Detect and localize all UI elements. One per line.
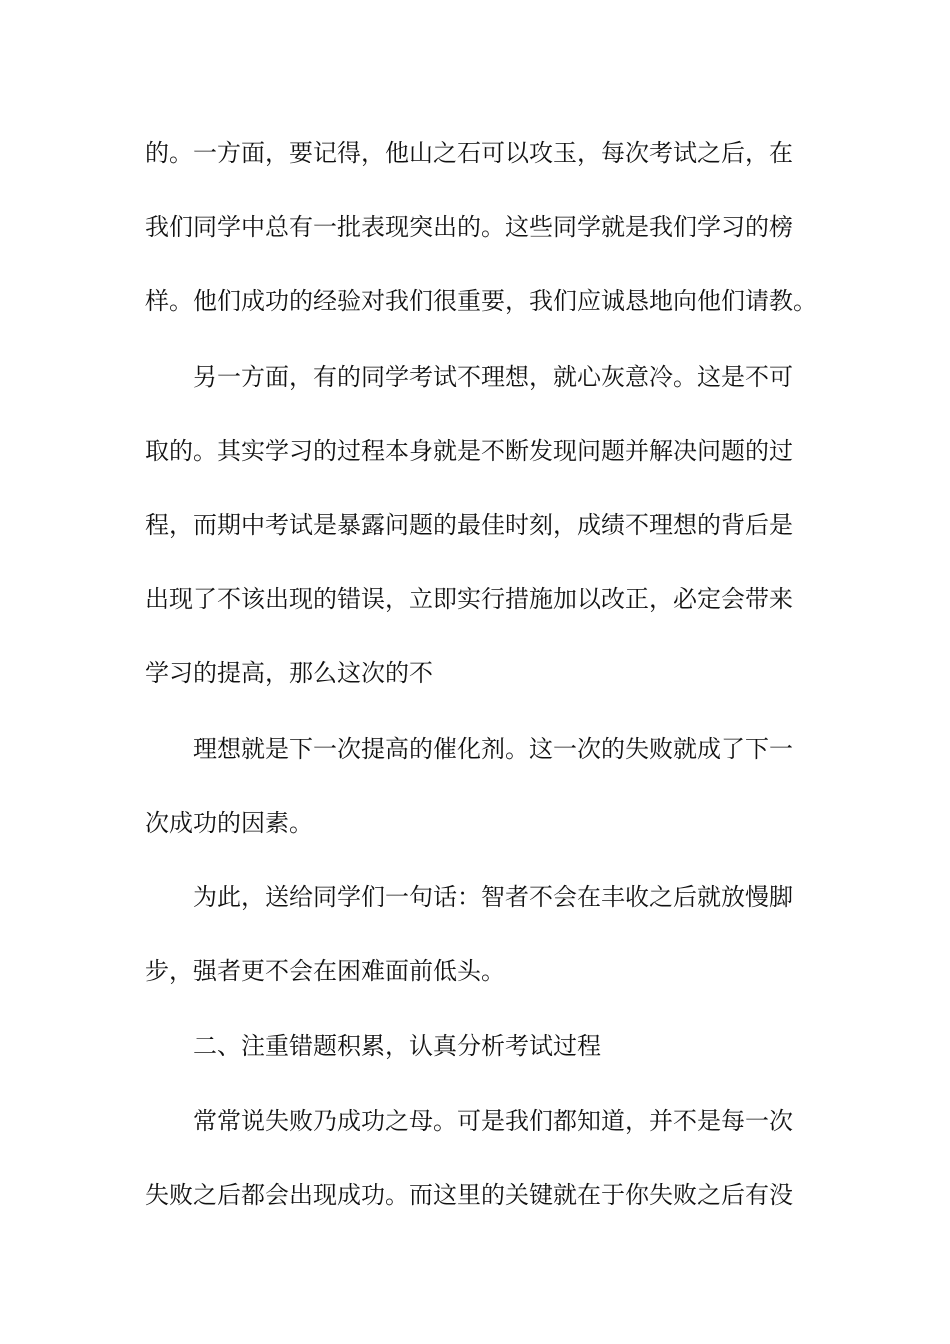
- text-line: 次成功的因素。: [145, 809, 313, 837]
- section-heading: 二、注重错题积累，认真分析考试过程: [193, 1032, 601, 1060]
- text-line: 我们同学中总有一批表现突出的。这些同学就是我们学习的榜: [145, 213, 793, 241]
- paragraph-start-line: 常常说失败乃成功之母。可是我们都知道，并不是每一次: [193, 1107, 793, 1135]
- text-line: 取的。其实学习的过程本身就是不断发现问题并解决问题的过: [145, 437, 793, 465]
- text-line: 的。一方面，要记得，他山之石可以攻玉，每次考试之后，在: [145, 139, 793, 167]
- paragraph-start-line: 为此，送给同学们一句话：智者不会在丰收之后就放慢脚: [193, 883, 793, 911]
- paragraph-start-line: 理想就是下一次提高的催化剂。这一次的失败就成了下一: [193, 735, 793, 763]
- text-line: 出现了不该出现的错误，立即实行措施加以改正，必定会带来: [145, 585, 793, 613]
- text-line: 步，强者更不会在困难面前低头。: [145, 957, 505, 985]
- paragraph-start-line: 另一方面，有的同学考试不理想，就心灰意冷。这是不可: [193, 363, 793, 391]
- text-line: 程，而期中考试是暴露问题的最佳时刻，成绩不理想的背后是: [145, 511, 793, 539]
- text-line: 失败之后都会出现成功。而这里的关键就在于你失败之后有没: [145, 1181, 793, 1209]
- text-line: 样。他们成功的经验对我们很重要，我们应诚恳地向他们请教。: [145, 287, 817, 315]
- text-line: 学习的提高，那么这次的不: [145, 659, 433, 687]
